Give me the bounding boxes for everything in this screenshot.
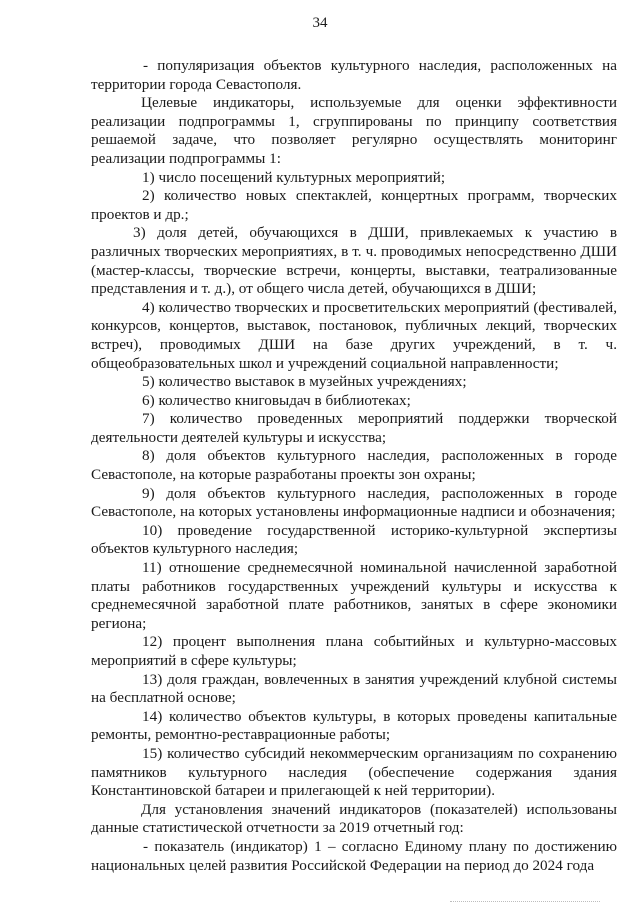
- list-item-9: 9) доля объектов культурного наследия, расположенных в городе Севастополе, на которых установлены информационные надписи и обозначения;: [91, 484, 617, 521]
- list-item-12: 12) процент выполнения плана событийных и культурно-массовых мероприятий в сфере культуры;: [91, 633, 617, 669]
- list-item-5: 5) количество выставок в музейных учреждениях;: [142, 373, 467, 391]
- list-item-14: 14) количество объектов культуры, в которых проведены капитальные ремонты, ремонтно-реставрационные работы;: [91, 707, 617, 744]
- list-item-3: 3) доля детей, обучающихся в ДШИ, привлекаемых к участию в различных творческих мероприятиях, в т. ч. проводимых непосредственно ДШИ (мастер-классы, творческие встречи, концерты, выставки, театрализованные представления и т. д.), от общего числа детей, обучающихся в ДШИ;: [91, 224, 617, 298]
- paragraph-target-indicators: Целевые индикаторы, используемые для оценки эффективности реализации подпрограммы 1, сгруппированы по принципу соответствия решаемой задаче, что позволяет регулярно осуществлять мониторинг реализации подпрограммы 1:: [91, 94, 617, 167]
- list-item-8: 8) доля объектов культурного наследия, расположенных в городе Севастополе, на которые разработаны проекты зон охраны;: [91, 447, 617, 484]
- list-item-13: 13) доля граждан, вовлеченных в занятия учреждений клубной системы на бесплатной основе;: [91, 670, 617, 707]
- scan-artifact: [450, 901, 600, 904]
- document-body: [91, 57, 617, 875]
- list-item-10: 10) проведение государственной историко-культурной экспертизы объектов культурного наследия;: [91, 521, 617, 558]
- list-item-15: 15) количество субсидий некоммерческим организациям по сохранению памятников культурного наследия (обеспечение содержания здания Константиновской батареи и прилегающей к ней территории).: [91, 744, 617, 800]
- list-item-7: 7) количество проведенных мероприятий поддержки творческой деятельности деятелей культуры и искусства;: [91, 410, 617, 446]
- paragraph-statistics-source: Для установления значений индикаторов (показателей) использованы данные статистической отчетности за 2019 отчетный год:: [91, 800, 617, 837]
- page-number: 34: [312, 15, 328, 31]
- bullet-indicator-1: - показатель (индикатор) 1 – согласно Единому плану по достижению национальных целей развития Российской Федерации на период до 2024 года: [91, 837, 617, 874]
- list-item-4: 4) количество творческих и просветительских мероприятий (фестивалей, конкурсов, концертов, выставок, постановок, публичных лекций, творческих встреч), проводимых ДШИ на базе других учреждений, в т. ч. общеобразовательных школ и учреждений социальной направленности;: [91, 298, 617, 372]
- list-item-11: 11) отношение среднемесячной номинальной начисленной заработной платы работников государственных учреждений культуры и искусства к среднемесячной заработной плате работников, занятых в сфере экономики региона;: [91, 559, 617, 632]
- list-item-6: 6) количество книговыдач в библиотеках;: [142, 391, 411, 409]
- list-item-1: 1) число посещений культурных мероприятий;: [142, 168, 446, 186]
- bullet-popularization: - популяризация объектов культурного наследия, расположенных на территории города Севастополя.: [91, 57, 617, 93]
- list-item-2: 2) количество новых спектаклей, концертных программ, творческих проектов и др.;: [91, 187, 617, 223]
